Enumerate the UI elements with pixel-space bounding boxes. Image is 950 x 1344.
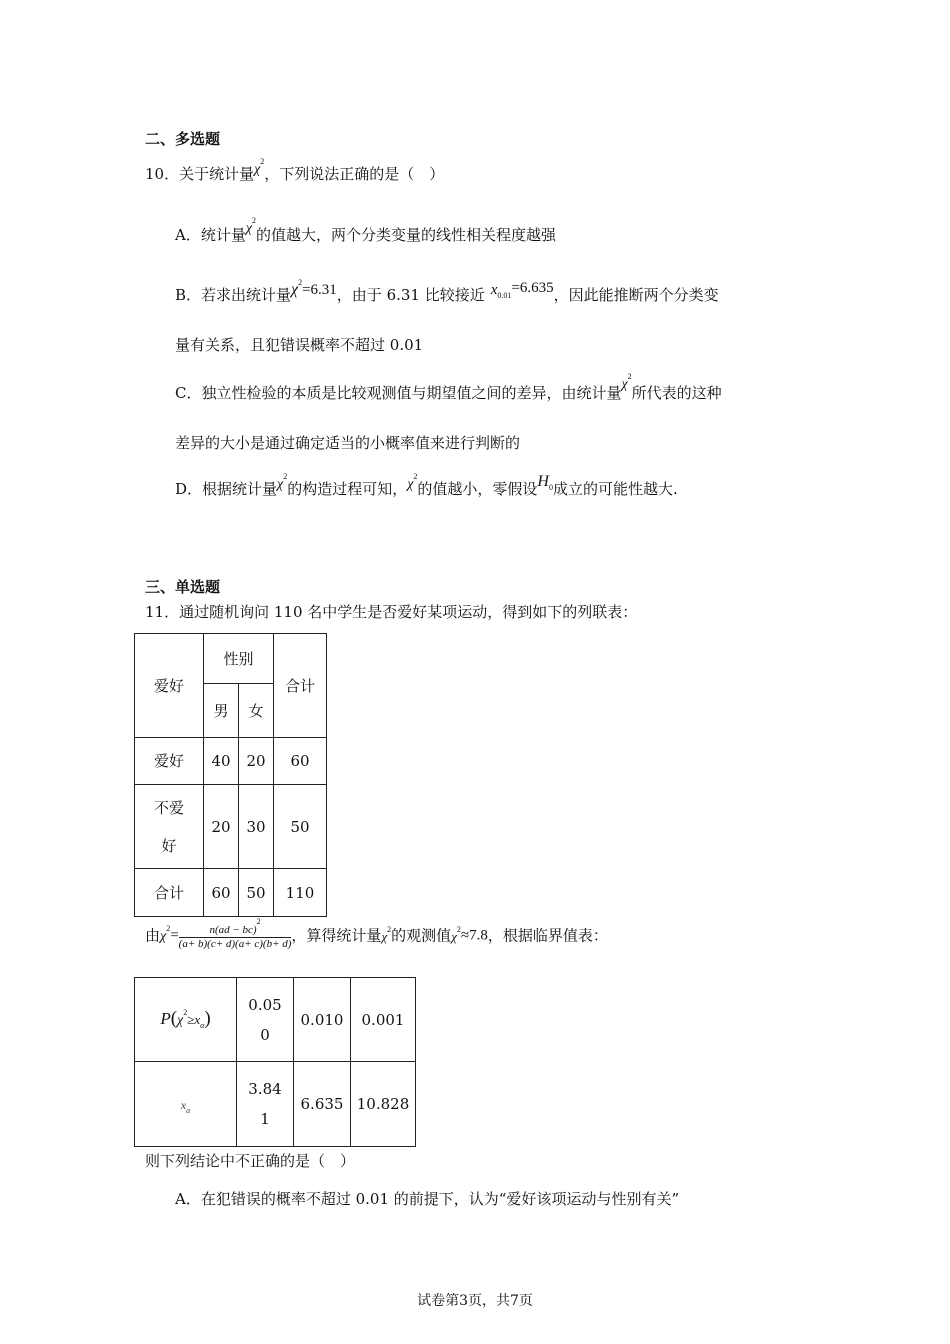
option-c-text-a: C．独立性检验的本质是比较观测值与期望值之间的差异，由统计量: [175, 384, 622, 402]
null-hypothesis-symbol: $H_0$: [537, 473, 553, 492]
q10-option-c-line1: [175, 372, 722, 402]
chi-square-symbol: $\chi^2$: [291, 278, 303, 298]
x-alpha-symbol: $x_{0.01}$: [490, 282, 512, 300]
table-gender-header: 性别: [204, 634, 274, 684]
table-cell: 20: [204, 785, 239, 869]
chi-square-fraction: [178, 917, 292, 950]
option-b-text-b: ，由于 6.31 比较接近: [336, 286, 485, 304]
chi-square-symbol: $\chi^2$: [160, 923, 171, 944]
table-cell: 6.635: [294, 1062, 351, 1147]
table-row: [135, 1062, 416, 1147]
q10-option-a: [175, 216, 557, 244]
q11-option-a: A．在犯错误的概率不超过 0.01 的前提下，认为“爱好该项运动与性别有关”: [175, 1190, 680, 1208]
table-cell: 20: [239, 738, 274, 785]
observed-value: ≈7.8: [460, 927, 488, 944]
table-cell: 10.828: [351, 1062, 416, 1147]
table-cell: 合计: [135, 869, 204, 917]
option-d-text-d: 成立的可能性越大.: [552, 480, 678, 498]
q10-stem-a: 10．关于统计量: [145, 165, 255, 183]
table-row: [135, 978, 416, 1062]
table-corner: 爱好: [135, 634, 204, 738]
chi-square-symbol: $\chi^2$: [277, 472, 288, 492]
numerator-text: n(ad − bc): [209, 924, 257, 936]
table-cell: [237, 978, 294, 1062]
probability-p: P: [160, 1008, 171, 1028]
x-value-a: 3.84: [248, 1080, 282, 1098]
q10-option-b-line1: [175, 278, 719, 304]
ge-sign: ≥: [187, 1011, 195, 1027]
table-cell: 0.001: [351, 978, 416, 1062]
table-cell: 40: [204, 738, 239, 785]
formula-mid2: 的观测值: [391, 926, 452, 945]
table-cell: 0.010: [294, 978, 351, 1062]
table-male-header: 男: [204, 684, 239, 738]
fraction-numerator: n(ad − bc)$^2$: [179, 922, 292, 938]
chi-square-symbol: $\chi^2$: [381, 924, 392, 944]
table-cell: 110: [274, 869, 327, 917]
fraction-denominator: (a+ b)(c+ d)(a+ c)(b+ d): [178, 938, 292, 950]
q11-question: 则下列结论中不正确的是（ ）: [145, 1152, 356, 1170]
table-cell: [135, 785, 204, 869]
table-female-header: 女: [239, 684, 274, 738]
alpha-value-a: 0.05: [248, 995, 282, 1014]
contingency-table: [134, 633, 327, 917]
q11-stem: 11．通过随机询问 110 名中学生是否爱好某项运动，得到如下的列联表：: [145, 603, 638, 621]
q10-option-d: [175, 472, 678, 498]
section-heading-single: 三、单选题: [145, 578, 221, 596]
chi-square-symbol: $\chi^2$: [245, 216, 257, 236]
alpha-value-b: 0: [260, 1025, 270, 1044]
formula-mid: ，算得统计量: [291, 926, 382, 945]
q10-option-c-line2: 差异的大小是通过确定适当的小概率值来进行判断的: [175, 434, 521, 452]
chi-square-symbol: $\chi^2$: [407, 472, 418, 492]
chi-square-formula-line: 由$\chi^2=$ $\frac{n(ad - bc)^2}{(a+ b)(c+ d)(a+ c)(b+ d)}$ ，算得统计量$\chi^2$的观测值$\chi^2\approx 7.8$，根据临界值表：: [145, 917, 608, 950]
section-heading-multi: 二、多选题: [145, 130, 221, 148]
table-cell: 50: [274, 785, 327, 869]
table-cell: [237, 1062, 294, 1147]
page-footer: 试卷第3页，共7页: [417, 1293, 533, 1309]
chi-square-symbol: $\chi^2$: [451, 924, 461, 944]
q10-option-b-line2: 量有关系，且犯错误概率不超过 0.01: [175, 336, 424, 354]
option-b-text-c: ，因此能推断两个分类变: [553, 286, 719, 304]
table-cell: 60: [274, 738, 327, 785]
option-d-text-b: 的构造过程可知，: [287, 480, 408, 498]
chi-square-symbol: $\chi^2$: [254, 157, 265, 177]
q10-stem: [145, 157, 445, 183]
table-row: [135, 785, 327, 869]
table-row: [135, 738, 327, 785]
table-cell: 爱好: [135, 738, 204, 785]
table-row: [135, 869, 327, 917]
probability-label-cell: $P(\chi^2\ge x_\alpha)$: [135, 978, 237, 1062]
x-alpha-label-cell: $x_\alpha$: [135, 1062, 237, 1147]
critical-value: =6.635: [511, 280, 554, 296]
option-a-text-a: A．统计量: [175, 226, 246, 244]
q10-stem-b: ，下列说法正确的是（ ）: [264, 165, 445, 183]
chi-square-symbol: $\chi^2$: [621, 372, 632, 392]
chi-square-value: =6.31: [302, 282, 337, 298]
formula-pre: 由: [145, 926, 161, 945]
formula-post: ，根据临界值表：: [487, 926, 608, 945]
option-b-text-a: B．若求出统计量: [175, 286, 292, 304]
option-d-text-a: D．根据统计量: [175, 480, 278, 498]
option-a-text-b: 的值越大，两个分类变量的线性相关程度越强: [256, 226, 557, 244]
table-cell: 30: [239, 785, 274, 869]
critical-value-table: [134, 977, 416, 1147]
option-c-text-b: 所代表的这种: [631, 384, 722, 402]
x-value-b: 1: [260, 1110, 270, 1128]
table-cell: 50: [239, 869, 274, 917]
option-d-text-c: 的值越小，零假设: [417, 480, 538, 498]
table-total-header: 合计: [274, 634, 327, 738]
table-cell: 60: [204, 869, 239, 917]
row-label-a: 不爱: [153, 798, 184, 817]
row-label-b: 好: [161, 836, 177, 855]
